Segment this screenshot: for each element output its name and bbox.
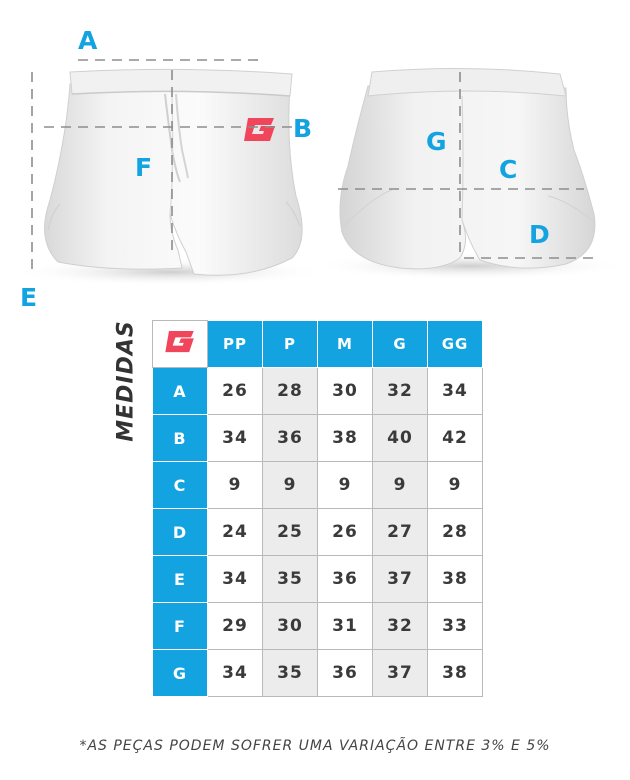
table-cell: 9: [318, 462, 373, 509]
row-label-d: D: [153, 509, 208, 556]
table-cell: 38: [428, 650, 483, 697]
dimension-label-c: C: [499, 155, 518, 184]
table-cell: 32: [373, 368, 428, 415]
table-cell: 42: [428, 415, 483, 462]
size-header-p: P: [263, 321, 318, 368]
table-cell: 26: [318, 509, 373, 556]
table-cell: 34: [208, 650, 263, 697]
table-cell: 32: [373, 603, 428, 650]
table-cell: 34: [428, 368, 483, 415]
front-shorts: [45, 69, 303, 275]
table-cell: 25: [263, 509, 318, 556]
table-cell: 36: [318, 556, 373, 603]
back-shorts: [340, 68, 595, 268]
dimension-label-d: D: [529, 220, 550, 249]
table-cell: 31: [318, 603, 373, 650]
table-row: [153, 650, 483, 697]
back-shadow: [310, 252, 630, 280]
table-cell: 26: [208, 368, 263, 415]
size-table: [152, 320, 483, 697]
table-cell: 9: [208, 462, 263, 509]
table-row: [153, 368, 483, 415]
table-cell: 33: [428, 603, 483, 650]
dimension-label-a: A: [78, 26, 98, 55]
measurements-label-text: MEDIDAS: [113, 320, 139, 442]
table-cell: 36: [318, 650, 373, 697]
dimension-label-g: G: [426, 127, 447, 156]
table-cell: 34: [208, 415, 263, 462]
table-row: [153, 509, 483, 556]
size-table-header-row: [153, 321, 483, 368]
table-row: [153, 603, 483, 650]
measurements-side-label: [108, 320, 144, 442]
table-cell: 40: [373, 415, 428, 462]
table-cell: 37: [373, 556, 428, 603]
table-cell: 24: [208, 509, 263, 556]
dimension-label-e: E: [20, 283, 38, 312]
table-cell: 27: [373, 509, 428, 556]
row-label-b: B: [153, 415, 208, 462]
row-label-c: C: [153, 462, 208, 509]
size-header-pp: PP: [208, 321, 263, 368]
dimension-label-f: F: [135, 153, 153, 182]
table-cell: 30: [318, 368, 373, 415]
table-cell: 28: [263, 368, 318, 415]
table-row: [153, 462, 483, 509]
row-label-f: F: [153, 603, 208, 650]
table-cell: 38: [428, 556, 483, 603]
table-row: [153, 415, 483, 462]
table-cell: 35: [263, 650, 318, 697]
table-row: [153, 556, 483, 603]
variation-footnote: *AS PEÇAS PODEM SOFRER UMA VARIAÇÃO ENTRE 3% E 5%: [79, 738, 551, 754]
table-cell: 9: [428, 462, 483, 509]
size-header-g: G: [373, 321, 428, 368]
size-header-gg: GG: [428, 321, 483, 368]
table-cell: 28: [428, 509, 483, 556]
dimension-label-b: B: [293, 114, 313, 143]
brand-logo-small-icon: [165, 331, 195, 353]
table-cell: 37: [373, 650, 428, 697]
table-logo-cell: [153, 321, 208, 368]
table-cell: 34: [208, 556, 263, 603]
shorts-illustration: [0, 0, 630, 320]
table-cell: 30: [263, 603, 318, 650]
table-cell: 35: [263, 556, 318, 603]
table-cell: 29: [208, 603, 263, 650]
row-label-a: A: [153, 368, 208, 415]
table-cell: 9: [263, 462, 318, 509]
row-label-e: E: [153, 556, 208, 603]
size-header-m: M: [318, 321, 373, 368]
table-cell: 9: [373, 462, 428, 509]
table-cell: 36: [263, 415, 318, 462]
table-cell: 38: [318, 415, 373, 462]
row-label-g: G: [153, 650, 208, 697]
